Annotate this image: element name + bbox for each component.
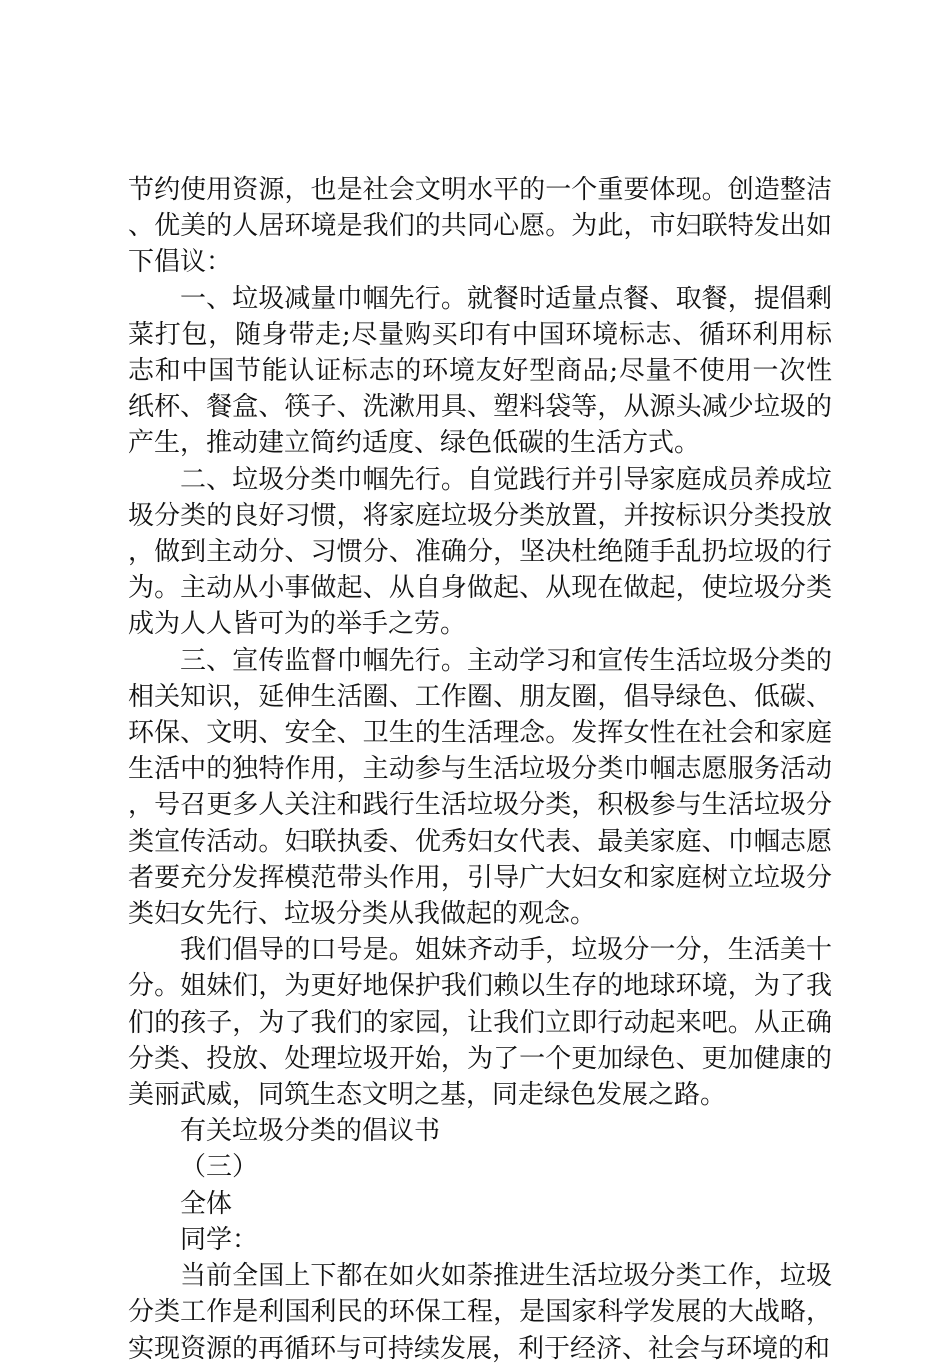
section-title: 有关垃圾分类的倡议书 — [180, 1116, 441, 1147]
document-body — [128, 172, 832, 1367]
paragraph-body: 当前全国上下都在如火如荼推进生活垃圾分类工作，垃圾分类工作是利国利民的环保工程，是国家科学发展的大战略，实现资源的再循环与可持续发展，利于经济、社会与环境的和 — [128, 1261, 832, 1364]
paragraph-slogan: 我们倡导的口号是。姐妹齐动手，垃圾分一分，生活美十分。姐妹们，为更好地保护我们赖以生存的地球环境，为了我们的孩子，为了我们的家园，让我们立即行动起来吧。从正确分类、投放、处理垃圾开始，为了一个更加绿色、更加健康的美丽武威，同筑生态文明之基，同走绿色发展之路。 — [128, 935, 832, 1111]
paragraph-intro: 节约使用资源，也是社会文明水平的一个重要体现。创造整洁、优美的人居环境是我们的共同心愿。为此，市妇联特发出如下倡议： — [128, 175, 832, 278]
salutation-line-2: 同学： — [180, 1224, 259, 1255]
section-number: （三） — [180, 1152, 259, 1183]
paragraph-item-1: 一、垃圾减量巾帼先行。就餐时适量点餐、取餐，提倡剩菜打包，随身带走;尽量购买印有中国环境标志、循环利用标志和中国节能认证标志的环境友好型商品;尽量不使用一次性纸杯、餐盒、筷子、洗漱用具、塑料袋等，从源头减少垃圾的产生，推动建立简约适度、绿色低碳的生活方式。 — [128, 283, 832, 459]
paragraph-item-2: 二、垃圾分类巾帼先行。自觉践行并引导家庭成员养成垃圾分类的良好习惯，将家庭垃圾分类放置，并按标识分类投放，做到主动分、习惯分、准确分，坚决杜绝随手乱扔垃圾的行为。主动从小事做起、从自身做起、从现在做起，使垃圾分类成为人人皆可为的举手之劳。 — [128, 464, 832, 640]
salutation-line-1: 全体 — [180, 1188, 233, 1219]
paragraph-item-3: 三、宣传监督巾帼先行。主动学习和宣传生活垃圾分类的相关知识，延伸生活圈、工作圈、朋友圈，倡导绿色、低碳、环保、文明、安全、卫生的生活理念。发挥女性在社会和家庭生活中的独特作用，主动参与生活垃圾分类巾帼志愿服务活动，号召更多人关注和践行生活垃圾分类，积极参与生活垃圾分类宣传活动。妇联执委、优秀妇女代表、最美家庭、巾帼志愿者要充分发挥模范带头作用，引导广大妇女和家庭树立垃圾分类妇女先行、垃圾分类从我做起的观念。 — [128, 645, 832, 930]
